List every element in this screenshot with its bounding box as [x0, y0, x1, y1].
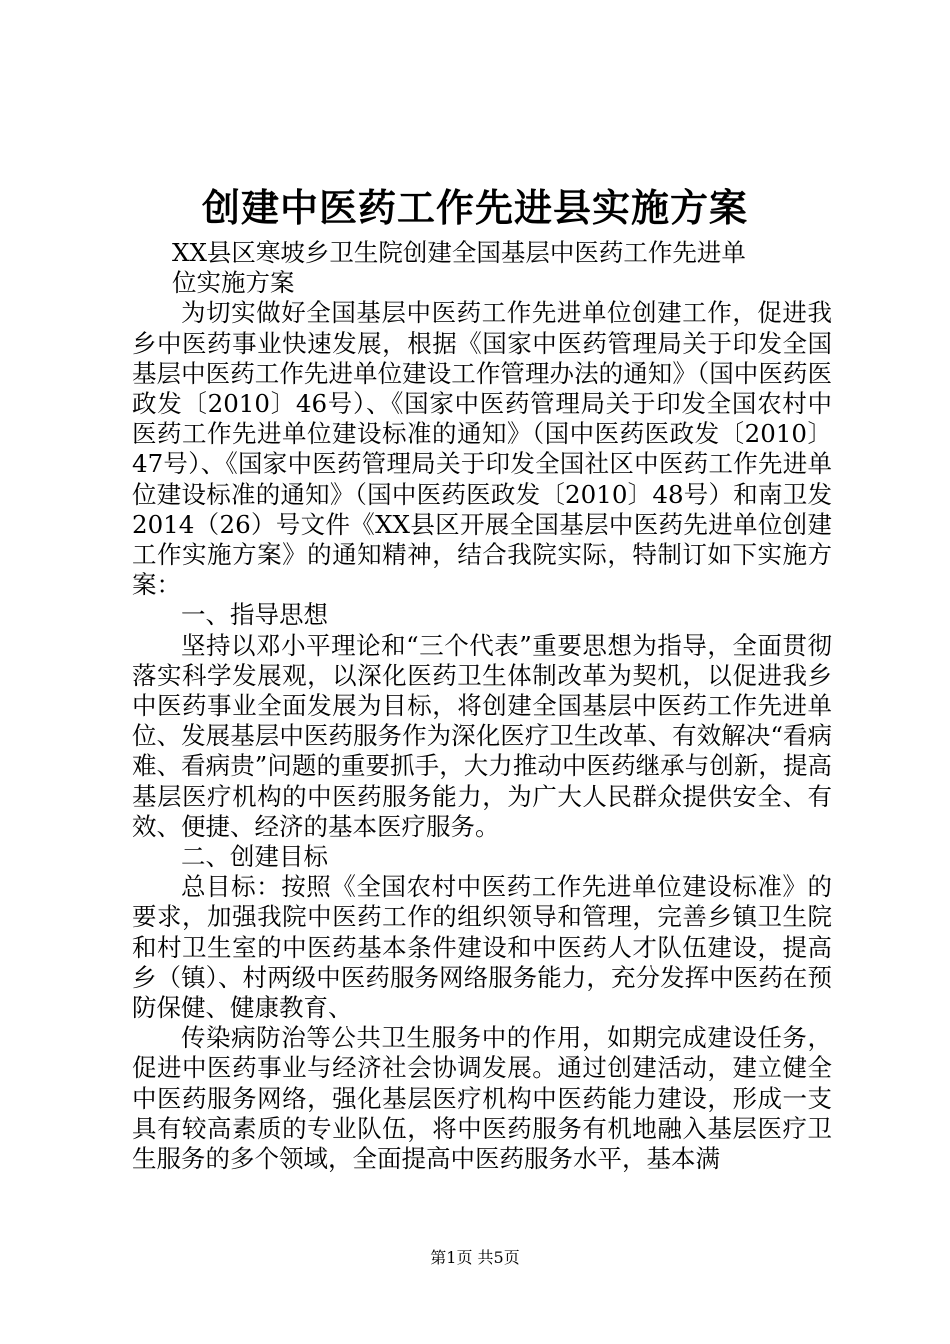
- paragraph-intro: 为切实做好全国基层中医药工作先进单位创建工作，促进我乡中医药事业快速发展，根据《国家中医药管理局关于印发全国基层中医药工作先进单位建设工作管理办法的通知》（国中医药医政发〔2010〕46号）、《国家中医药管理局关于印发全国农村中医药工作先进单位建设标准的通知》（国中医药医政发〔2010〕47号）、《国家中医药管理局关于印发全国社区中医药工作先进单位建设标准的通知》（国中医药医政发〔2010〕48号）和南卫发2014（26）号文件《XX县区开展全国基层中医药先进单位创建工作实施方案》的通知精神，结合我院实际，特制订如下实施方案：: [132, 298, 832, 600]
- document-title: 创建中医药工作先进县实施方案: [201, 185, 748, 230]
- page-number-footer: 第1页 共5页: [430, 1248, 520, 1267]
- document-subtitle-line-2: 位实施方案: [172, 268, 295, 298]
- paragraph-overall-goal: 总目标：按照《全国农村中医药工作先进单位建设标准》的要求，加强我院中医药工作的组织领导和管理，完善乡镇卫生院和村卫生室的中医药基本条件建设和中医药人才队伍建设，提高乡（镇）、村两级中医药服务网络服务能力，充分发挥中医药在预防保健、健康教育、: [132, 872, 832, 1023]
- document-body: [132, 238, 832, 1174]
- section-heading-goals: 二、创建目标: [181, 842, 328, 872]
- paragraph-goal-continued: 传染病防治等公共卫生服务中的作用，如期完成建设任务，促进中医药事业与经济社会协调发展。通过创建活动，建立健全中医药服务网络，强化基层医疗机构中医药能力建设，形成一支具有较高素质的专业队伍，将中医药服务有机地融入基层医疗卫生服务的多个领域，全面提高中医药服务水平，基本满: [132, 1023, 832, 1174]
- paragraph-guiding-ideology: 坚持以邓小平理论和“三个代表”重要思想为指导，全面贯彻落实科学发展观，以深化医药卫生体制改革为契机，以促进我乡中医药事业全面发展为目标，将创建全国基层中医药工作先进单位、发展基层中医药服务作为深化医疗卫生改革、有效解决“看病难、看病贵”问题的重要抓手，大力推动中医药继承与创新，提高基层医疗机构的中医药服务能力，为广大人民群众提供安全、有效、便捷、经济的基本医疗服务。: [132, 630, 832, 841]
- section-heading-guiding-ideology: 一、指导思想: [181, 600, 328, 630]
- document-subtitle-line-1: XX县区寒坡乡卫生院创建全国基层中医药工作先进单: [172, 238, 746, 267]
